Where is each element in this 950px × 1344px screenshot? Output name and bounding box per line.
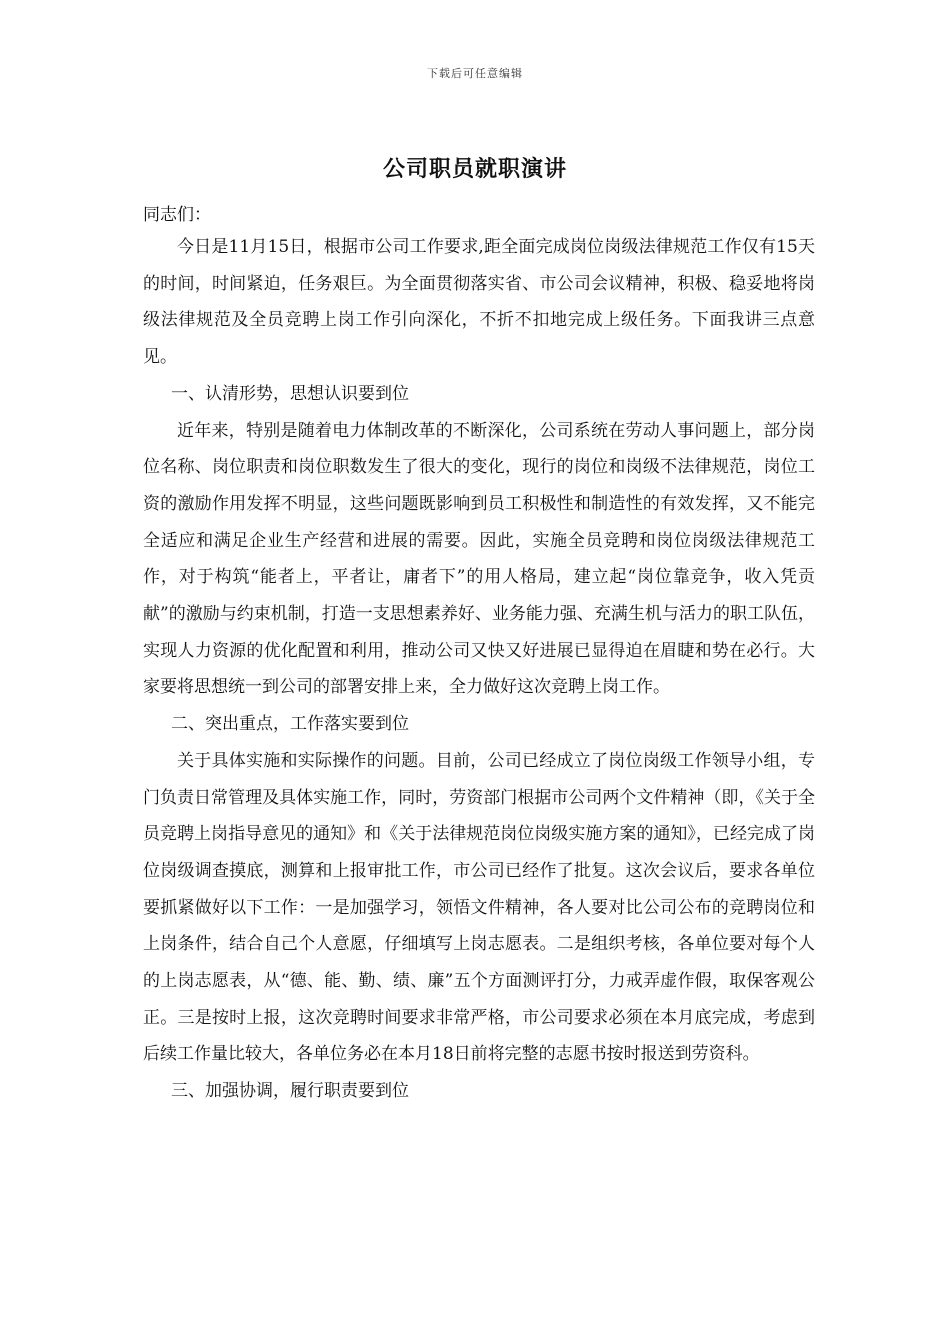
paragraph: 近年来，特别是随着电力体制改革的不断深化，公司系统在劳动人事问题上，部分岗位名称、岗位职责和岗位职数发生了很大的变化，现行的岗位和岗级不法律规范，岗位工资的激励作用发挥不明显，这些问题既影响到员工积极性和制造性的有效发挥，又不能完全适应和满足企业生产经营和进展的需要。因此，实施全员竞聘和岗位岗级法律规范工作，对于构筑“能者上，平者让，庸者下”的用人格局，建立起“岗位靠竞争，收入凭贡献”的激励与约束机制，打造一支思想素养好、业务能力强、充满生机与活力的职工队伍，实现人力资源的优化配置和利用，推动公司又快又好进展已显得迫在眉睫和势在必行。大家要将思想统一到公司的部署安排上来，全力做好这次竞聘上岗工作。	[143, 420, 815, 698]
paragraph: 今日是11月15日，根据市公司工作要求,距全面完成岗位岗级法律规范工作仅有15天的时间，时间紧迫，任务艰巨。为全面贯彻落实省、市公司会议精神，积极、稳妥地将岗级法律规范及全员竞聘上岗工作引向深化，不折不扣地完成上级任务。下面我讲三点意见。	[143, 237, 815, 368]
document-title: 公司职员就职演讲	[382, 157, 567, 182]
section-heading: 三、加强协调，履行职责要到位	[171, 1081, 409, 1102]
section-heading: 一、认清形势，思想认识要到位	[171, 383, 409, 404]
paragraph: 关于具体实施和实际操作的问题。目前，公司已经成立了岗位岗级工作领导小组，专门负责日常管理及具体实施工作，同时，劳资部门根据市公司两个文件精神（即，《关于全员竞聘上岗指导意见的通知》和《关于法律规范岗位岗级实施方案的通知》，已经完成了岗位岗级调查摸底，测算和上报审批工作，市公司已经作了批复。这次会议后，要求各单位要抓紧做好以下工作：一是加强学习，领悟文件精神，各人要对比公司公布的竞聘岗位和上岗条件，结合自己个人意愿，仔细填写上岗志愿表。二是组织考核，各单位要对每个人的上岗志愿表，从“德、能、勤、绩、廉”五个方面测评打分，力戒弄虚作假，取保客观公正。三是按时上报，这次竞聘时间要求非常严格，市公司要求必须在本月底完成，考虑到后续工作量比较大，各单位务必在本月18日前将完整的志愿书按时报送到劳资科。	[143, 750, 815, 1065]
salutation: 同志们：	[143, 205, 211, 225]
section-heading: 二、突出重点，工作落实要到位	[171, 714, 409, 735]
document-body	[143, 229, 815, 1110]
header-note: 下载后可任意编辑	[427, 67, 523, 80]
